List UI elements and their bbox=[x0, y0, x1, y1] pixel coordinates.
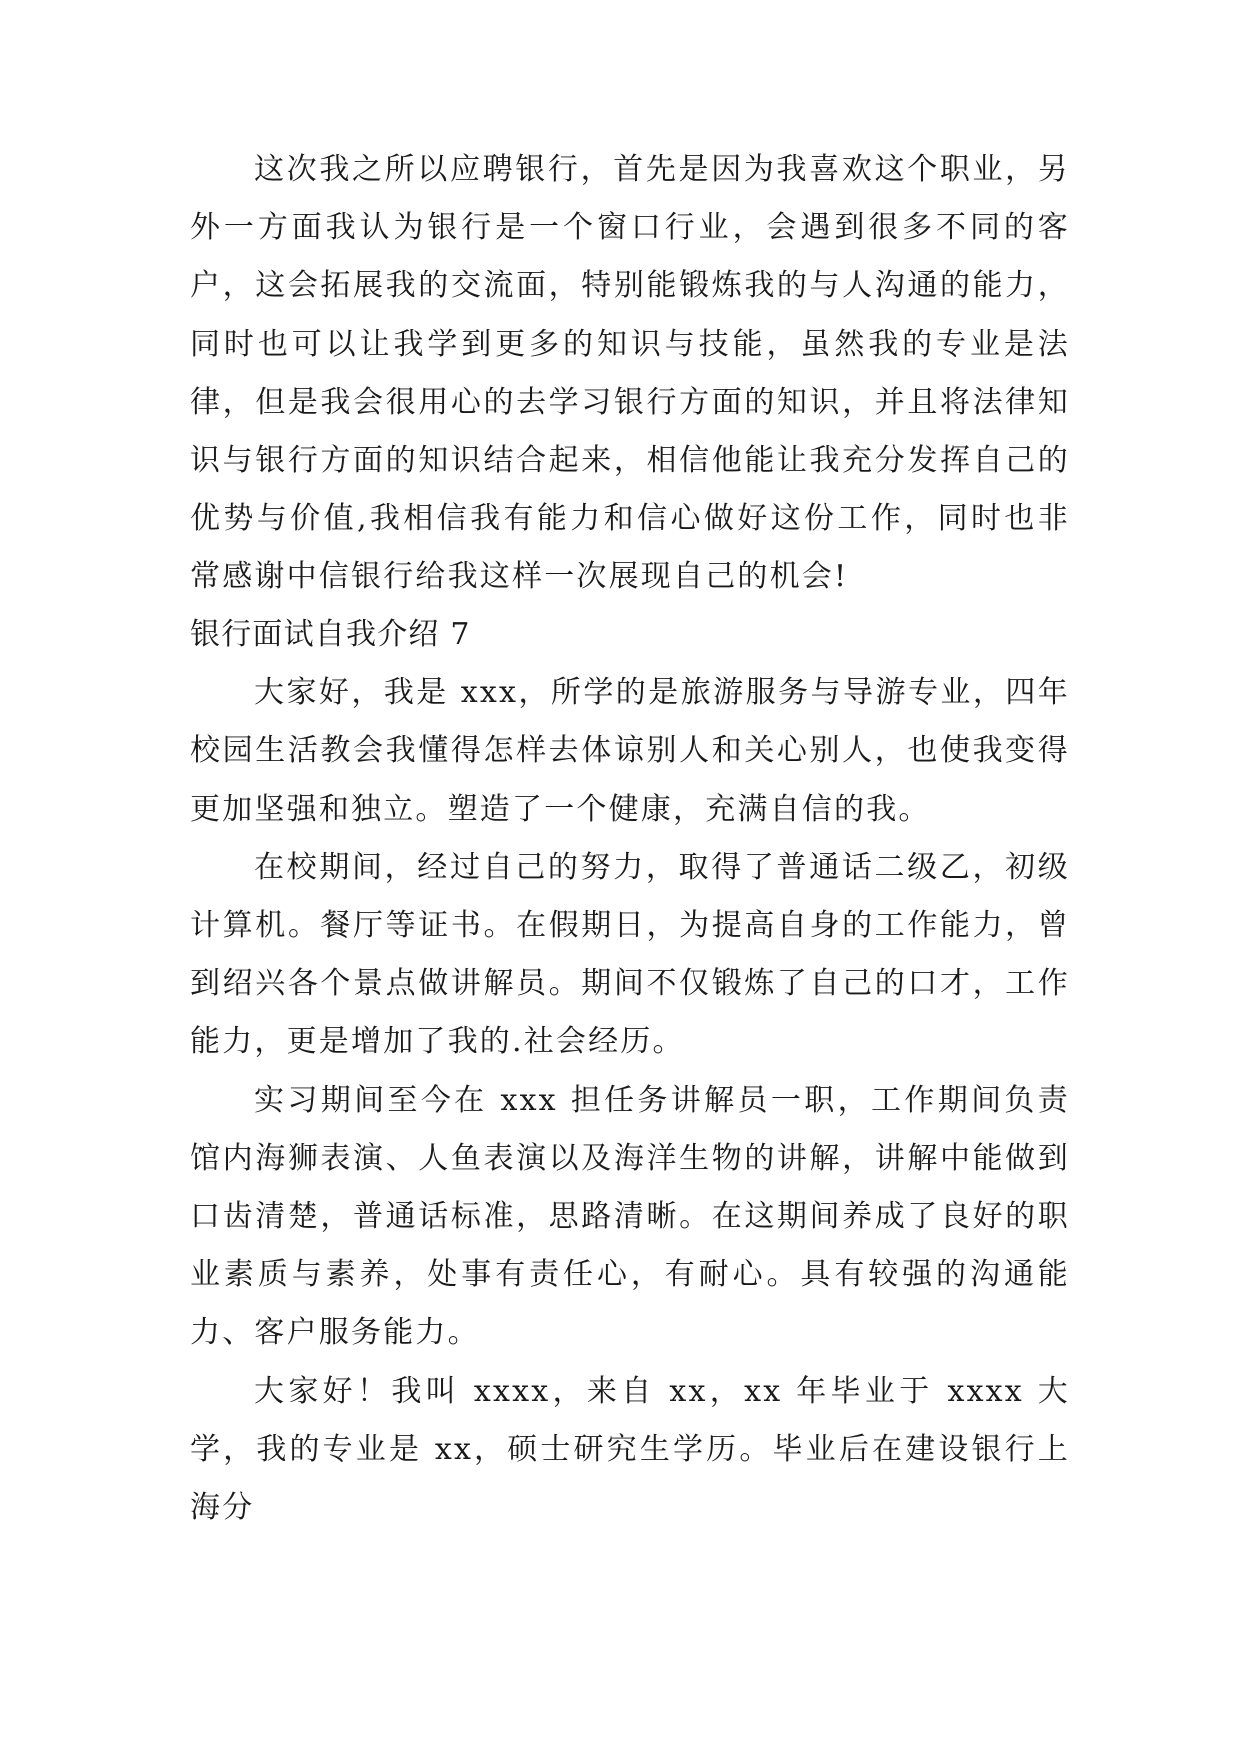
paragraph-school-period: 在校期间，经过自己的努力，取得了普通话二级乙，初级计算机。餐厅等证书。在假期日，为提高自身的工作能力，曾到绍兴各个景点做讲解员。期间不仅锻炼了自己的口才，工作能力，更是增加了我的.社会经历。 bbox=[190, 849, 1070, 1060]
paragraph-second-introduction: 大家好！我叫 xxxx，来自 xx，xx 年毕业于 xxxx 大学，我的专业是 xx，硕士研究生学历。毕业后在建设银行上海分 bbox=[190, 1373, 1070, 1526]
paragraph-internship: 实习期间至今在 xxx 担任务讲解员一职，工作期间负责馆内海狮表演、人鱼表演以及海洋生物的讲解，讲解中能做到口齿清楚，普通话标准，思路清晰。在这期间养成了良好的职业素质与素养，处事有责任心，有耐心。具有较强的沟通能力、客户服务能力。 bbox=[190, 1082, 1070, 1351]
text-block-top bbox=[190, 141, 1070, 607]
section-heading: 银行面试自我介绍 7 bbox=[190, 617, 471, 652]
paragraph-bank-application: 这次我之所以应聘银行，首先是因为我喜欢这个职业，另外一方面我认为银行是一个窗口行业，会遇到很多不同的客户，这会拓展我的交流面，特别能锻炼我的与人沟通的能力，同时也可以让我学到更多的知识与技能，虽然我的专业是法律，但是我会很用心的去学习银行方面的知识，并且将法律知识与银行方面的知识结合起来，相信他能让我充分发挥自己的优势与价值,我相信我有能力和信心做好这份工作，同时也非常感谢中信银行给我这样一次展现自己的机会! bbox=[190, 152, 1070, 595]
paragraph-introduction: 大家好，我是 xxx，所学的是旅游服务与导游专业，四年校园生活教会我懂得怎样去体谅别人和关心别人，也使我变得更加坚强和独立。塑造了一个健康，充满自信的我。 bbox=[190, 675, 1070, 827]
text-block-section-7 bbox=[190, 606, 1070, 1537]
